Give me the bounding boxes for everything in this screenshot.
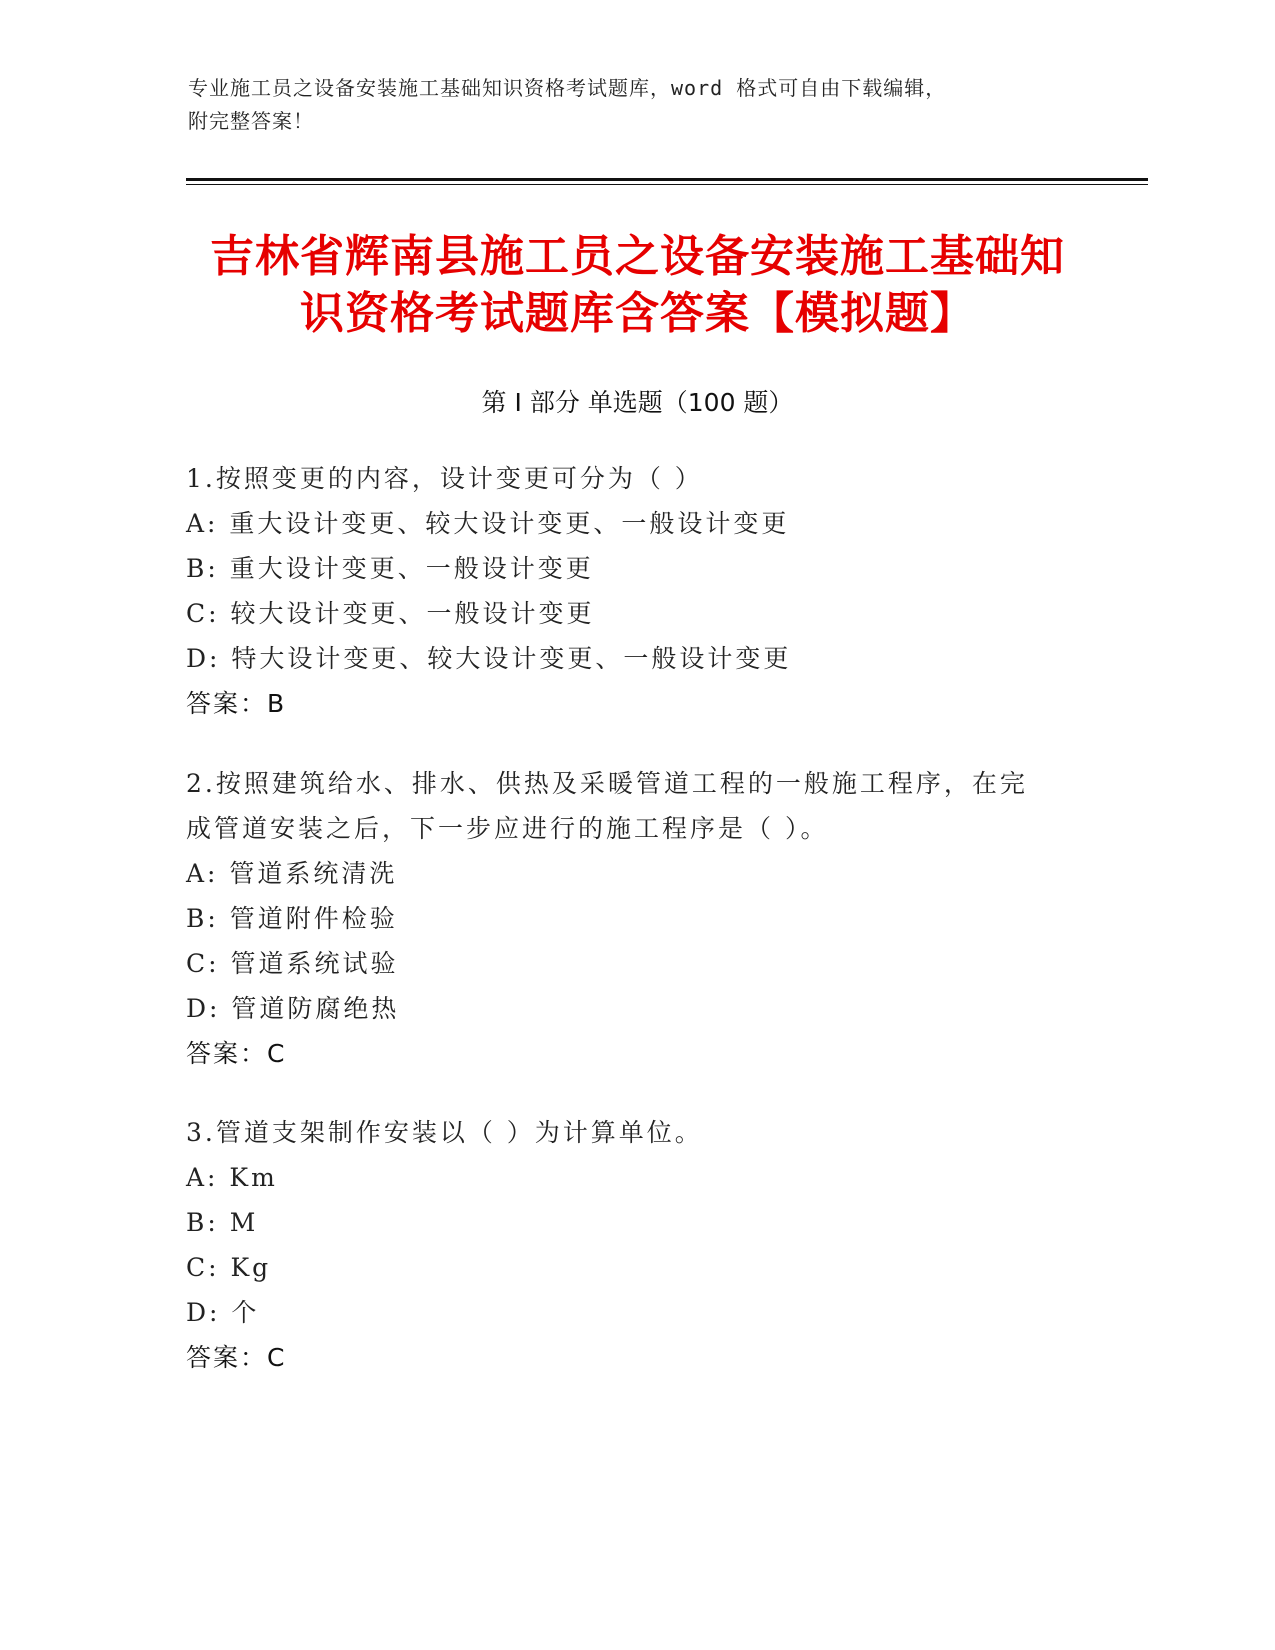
option-d: D: 个	[186, 1298, 260, 1327]
answer-value: C	[267, 1343, 285, 1372]
option-b: B: M	[186, 1208, 259, 1237]
answer-label: 答案：	[186, 689, 268, 718]
answer	[186, 1335, 1086, 1380]
answer	[186, 1031, 1086, 1076]
header-divider-thick	[186, 178, 1148, 181]
answer-label: 答案：	[186, 1039, 268, 1068]
option-a: A: 重大设计变更、较大设计变更、一般设计变更	[186, 509, 790, 538]
answer-value: C	[267, 1039, 285, 1068]
document-title-line-1: 吉林省辉南县施工员之设备安装施工基础知	[210, 231, 1065, 282]
option-c: C: Kg	[186, 1253, 272, 1282]
option-a: A: Km	[186, 1163, 278, 1192]
header-note-line-1: 专业施工员之设备安装施工基础知识资格考试题库，word 格式可自由下载编辑，	[188, 76, 947, 100]
option-c: C: 较大设计变更、一般设计变更	[186, 599, 595, 628]
question-stem-line-1: 2.按照建筑给水、排水、供热及采暖管道工程的一般施工程序，在完	[186, 769, 1028, 798]
answer-label: 答案：	[186, 1343, 268, 1372]
answer-value: B	[267, 689, 285, 718]
question-1	[186, 456, 1086, 726]
header-divider-thin	[186, 184, 1148, 185]
header-note	[188, 72, 1068, 138]
option-a: A: 管道系统清洗	[186, 859, 398, 888]
header-note-line-2: 附完整答案！	[188, 109, 314, 133]
document-title	[180, 228, 1095, 342]
question-2	[186, 761, 1086, 1076]
question-stem: 3.管道支架制作安装以（ ）为计算单位。	[186, 1118, 703, 1147]
document-title-line-2: 识资格考试题库含答案【模拟题】	[300, 288, 975, 339]
question-stem-line-2: 成管道安装之后，下一步应进行的施工程序是（ ）。	[186, 814, 829, 843]
section-heading: 第 I 部分 单选题（100 题）	[481, 388, 794, 417]
option-c: C: 管道系统试验	[186, 949, 399, 978]
option-b: B: 管道附件检验	[186, 904, 398, 933]
answer	[186, 681, 1086, 726]
option-d: D: 管道防腐绝热	[186, 994, 400, 1023]
question-3	[186, 1110, 1086, 1380]
option-b: B: 重大设计变更、一般设计变更	[186, 554, 594, 583]
question-stem: 1.按照变更的内容，设计变更可分为（ ）	[186, 464, 703, 493]
option-d: D: 特大设计变更、较大设计变更、一般设计变更	[186, 644, 792, 673]
